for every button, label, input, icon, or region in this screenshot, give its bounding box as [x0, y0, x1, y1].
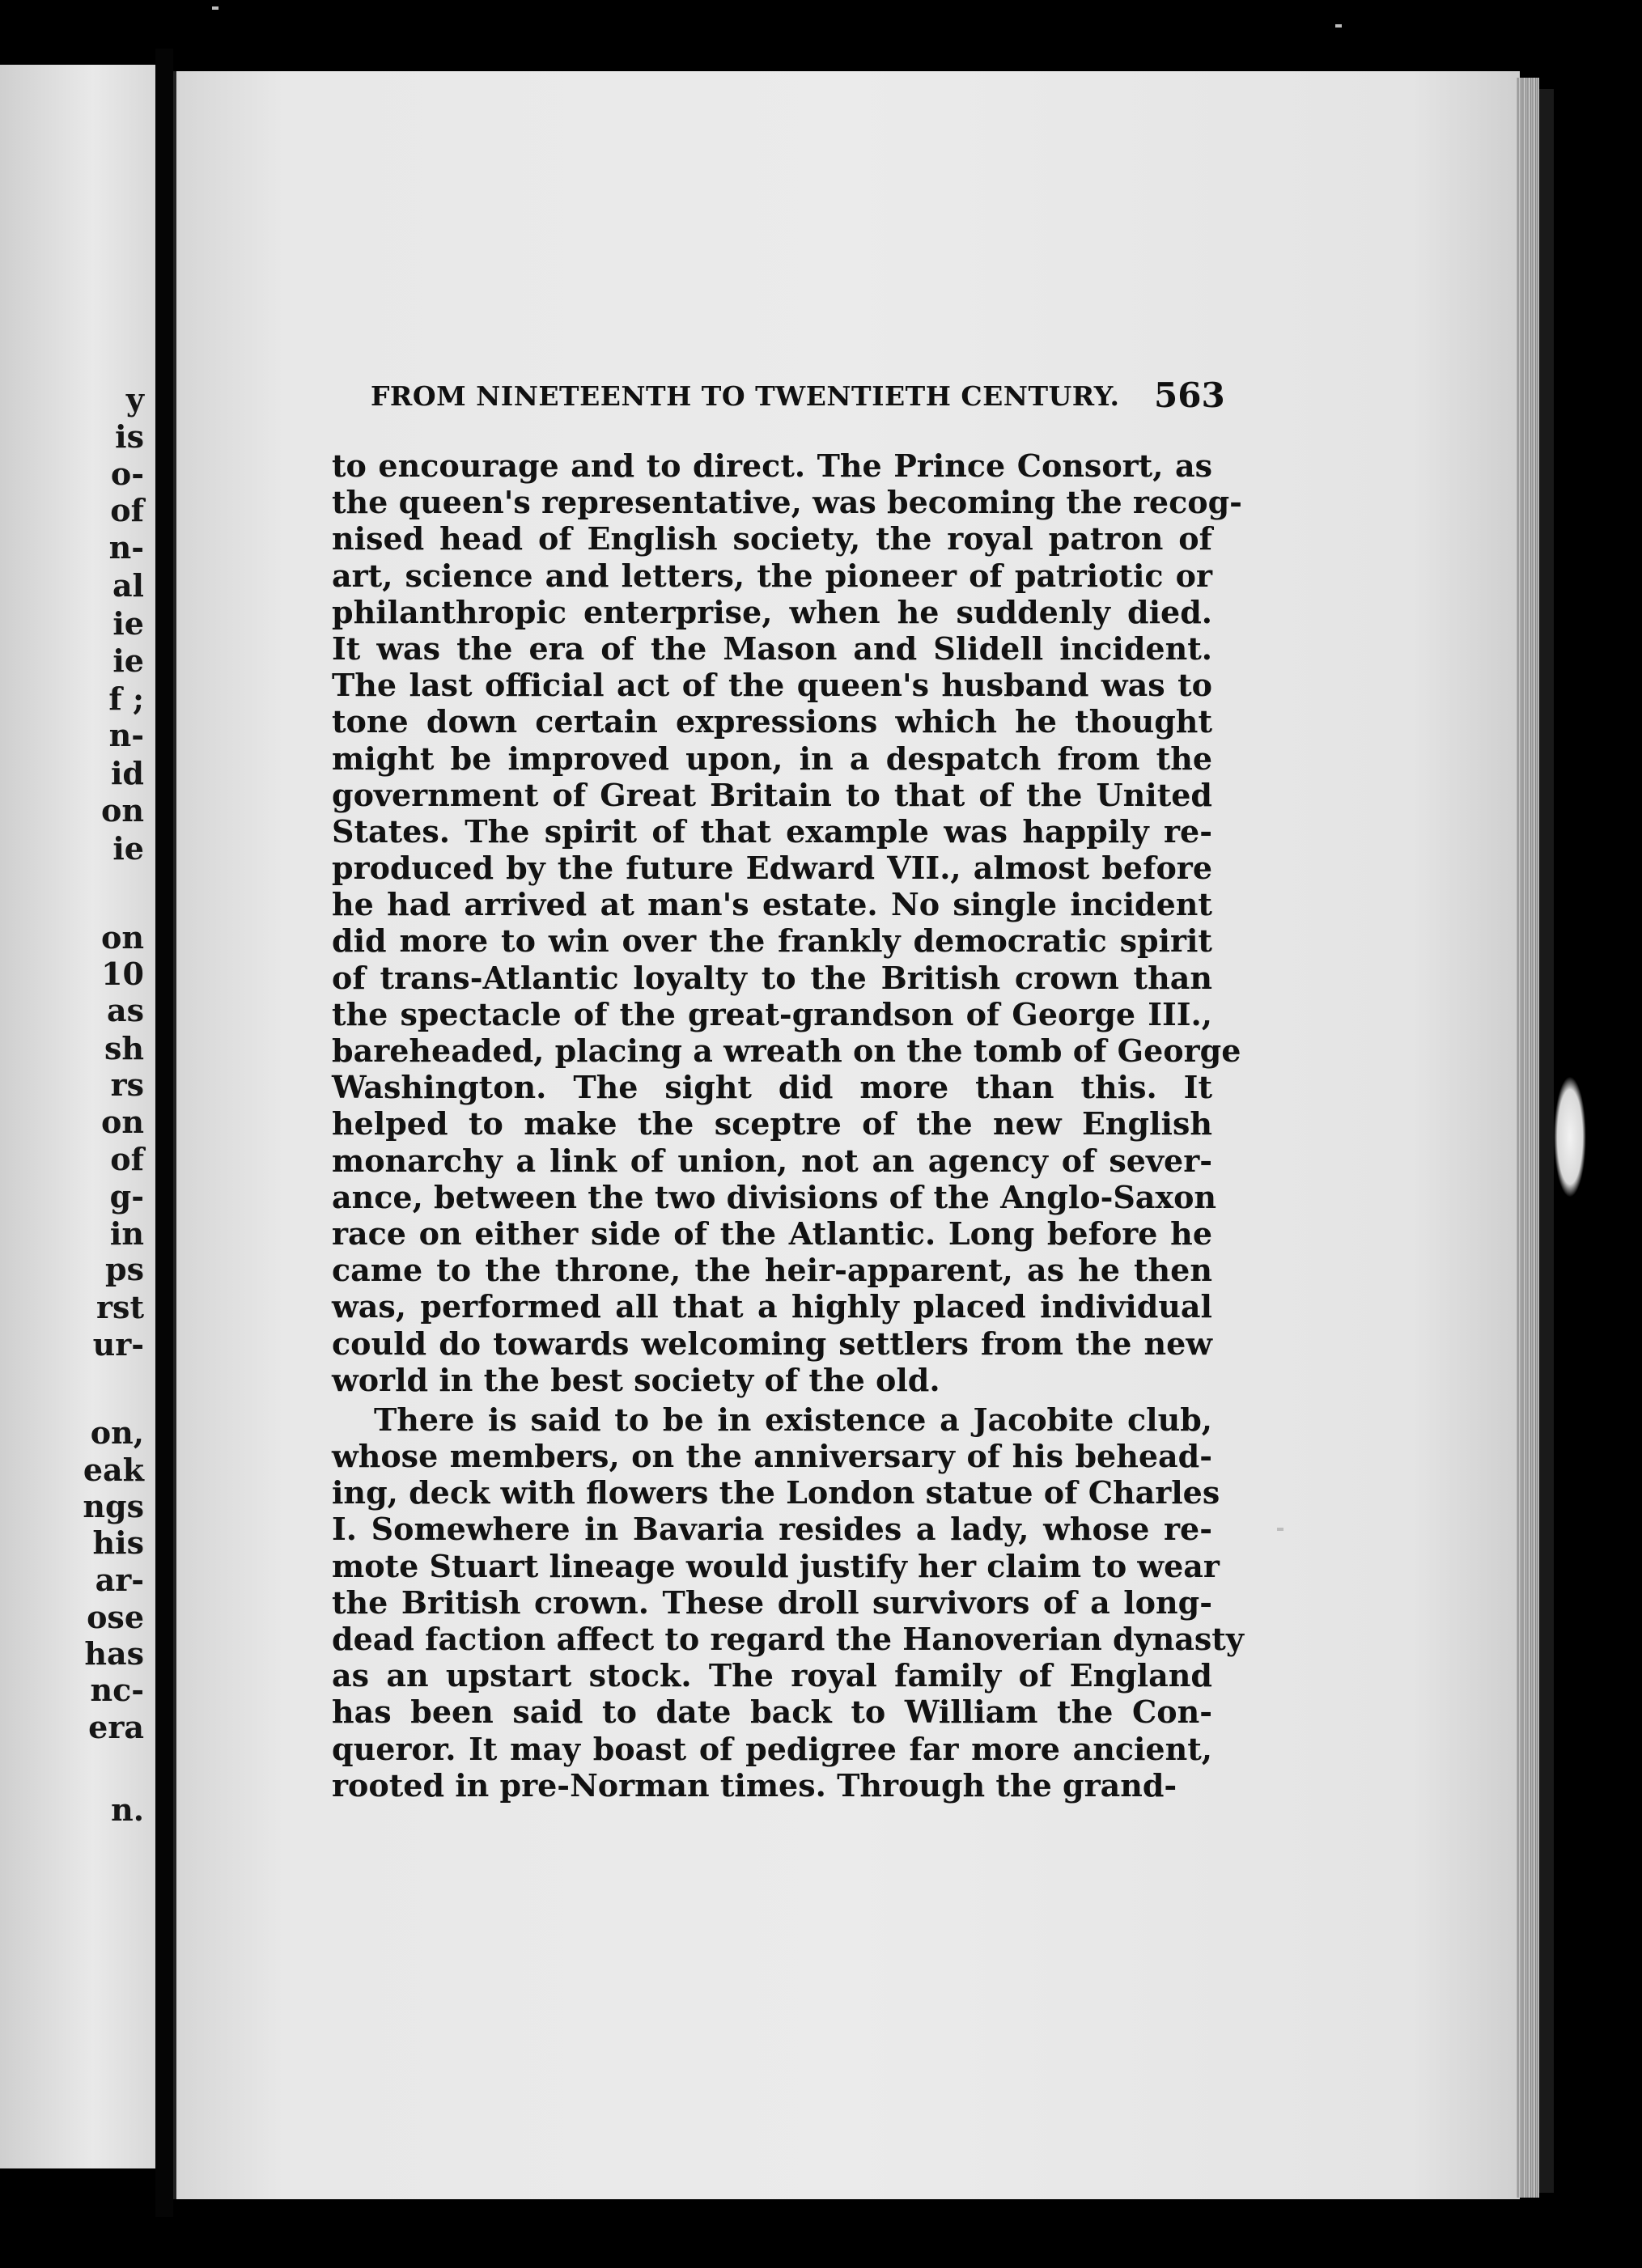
text-line: ing, deck with flowers the London statue of Charles	[332, 1474, 1220, 1511]
book-gutter	[155, 49, 173, 2217]
previous-page-edge	[0, 65, 155, 2168]
text-line: tone down certain expressions which he thought	[332, 703, 1212, 740]
text-line: philanthropic enterprise, when he suddenly died.	[332, 593, 1212, 630]
text-line: was, performed all that a highly placed individual	[332, 1288, 1212, 1325]
page-tear	[1554, 1076, 1586, 1198]
text-line: monarchy a link of union, not an agency of sever-	[332, 1142, 1212, 1179]
previous-page-text-fragment: n.	[111, 1791, 144, 1828]
text-line: whose members, on the anniversary of his behead-	[332, 1438, 1212, 1475]
text-line: art, science and letters, the pioneer of patriotic or	[332, 557, 1212, 594]
text-line: It was the era of the Mason and Slidell incident.	[332, 630, 1212, 667]
text-line: dead faction affect to regard the Hanoverian dynasty	[332, 1621, 1244, 1657]
previous-page-text-fragment: id	[110, 755, 144, 791]
text-line: The last official act of the queen's husband was to	[332, 667, 1212, 704]
previous-page-text-fragment: g-	[109, 1178, 144, 1215]
text-line: There is said to be in existence a Jacobite club,	[374, 1401, 1212, 1438]
previous-page-text-fragment: ps	[105, 1251, 144, 1287]
text-line: he had arrived at man's estate. No single incident	[332, 886, 1212, 923]
text-line: came to the throne, the heir-apparent, as he then	[332, 1252, 1212, 1289]
dust-speck	[1277, 1528, 1283, 1531]
page-fore-edge	[1517, 78, 1539, 2198]
previous-page-text-fragment: al	[112, 567, 144, 604]
text-line: has been said to date back to William the Con-	[332, 1694, 1212, 1731]
previous-page-text-fragment: ur-	[92, 1326, 144, 1363]
previous-page-text-fragment: ar-	[95, 1562, 144, 1598]
text-line: mote Stuart lineage would justify her claim to wear	[332, 1547, 1220, 1584]
previous-page-text-fragment: n-	[108, 529, 144, 566]
page-number: 563	[1154, 375, 1225, 415]
previous-page-text-fragment: ose	[87, 1599, 144, 1635]
previous-page-text-fragment: 10	[101, 956, 144, 992]
text-line: of trans-Atlantic loyalty to the British crown than	[332, 959, 1212, 996]
text-line: the spectacle of the great-grandson of George III.,	[332, 995, 1212, 1032]
previous-page-text-fragment: has	[84, 1635, 144, 1672]
previous-page-text-fragment: rst	[96, 1289, 144, 1325]
text-line: States. The spirit of that example was happily re-	[332, 812, 1212, 850]
previous-page-text-fragment: f ;	[108, 680, 144, 717]
previous-page-text-fragment: on	[101, 919, 144, 956]
text-line: bareheaded, placing a wreath on the tomb of George	[332, 1032, 1241, 1069]
text-line: the queen's representative, was becoming the recog-	[332, 484, 1242, 521]
previous-page-text-fragment: ie	[112, 642, 144, 679]
text-line: rooted in pre-Norman times. Through the grand-	[332, 1766, 1177, 1804]
text-line: queror. It may boast of pedigree far more ancient,	[332, 1730, 1212, 1767]
previous-page-text-fragment: ngs	[83, 1488, 144, 1524]
previous-page-text-fragment: on	[101, 792, 144, 829]
text-line: did more to win over the frankly democratic spirit	[332, 922, 1212, 960]
previous-page-text-fragment: as	[106, 992, 144, 1028]
text-line: might be improved upon, in a despatch from the	[332, 740, 1212, 777]
text-line: helped to make the sceptre of the new English	[332, 1105, 1212, 1142]
previous-page-text-fragment: sh	[104, 1030, 144, 1066]
text-line: to encourage and to direct. The Prince Consort, as	[332, 447, 1212, 484]
previous-page-text-fragment: y	[125, 381, 144, 418]
previous-page-text-fragment: eak	[83, 1452, 144, 1488]
text-line: could do towards welcoming settlers from the new	[332, 1325, 1212, 1362]
text-line: the British crown. These droll survivors of a long-	[332, 1583, 1212, 1621]
text-line: produced by the future Edward VII., almost before	[332, 850, 1212, 887]
previous-page-text-fragment: his	[92, 1524, 144, 1561]
previous-page-text-fragment: n-	[108, 717, 144, 753]
previous-page-text-fragment: of	[110, 1141, 144, 1177]
previous-page-text-fragment: in	[109, 1215, 144, 1252]
text-line: government of Great Britain to that of the United	[332, 776, 1212, 813]
previous-page-text-fragment: ie	[112, 605, 144, 642]
previous-page-text-fragment: rs	[110, 1066, 144, 1103]
previous-page-text-fragment: on,	[90, 1414, 144, 1451]
paragraph	[332, 447, 1242, 1398]
text-line: world in the best society of the old.	[332, 1361, 940, 1398]
previous-page-text-fragment: ie	[112, 830, 144, 867]
running-head: FROM NINETEENTH TO TWENTIETH CENTURY.	[371, 380, 1120, 412]
previous-page-text-fragment: on	[101, 1104, 144, 1140]
paragraph	[332, 1401, 1244, 1804]
text-line: ance, between the two divisions of the Anglo-Saxon	[332, 1178, 1217, 1215]
text-line: as an upstart stock. The royal family of England	[332, 1657, 1212, 1694]
previous-page-text-fragment: of	[110, 492, 144, 528]
page-shadow	[1539, 89, 1554, 2193]
body-text	[332, 447, 1244, 1804]
previous-page-text-fragment: nc-	[90, 1672, 144, 1708]
text-line: I. Somewhere in Bavaria resides a lady, whose re-	[332, 1511, 1212, 1548]
text-line: Washington. The sight did more than this. It	[332, 1069, 1212, 1106]
dust-speck	[1335, 24, 1342, 28]
previous-page-text-fragment: era	[88, 1709, 144, 1745]
previous-page-text-fragment: is	[115, 418, 144, 455]
text-line: nised head of English society, the royal patron of	[332, 520, 1212, 557]
dust-speck	[212, 6, 219, 10]
previous-page-text-fragment: o-	[110, 456, 144, 492]
text-line: race on either side of the Atlantic. Long before he	[332, 1215, 1212, 1252]
